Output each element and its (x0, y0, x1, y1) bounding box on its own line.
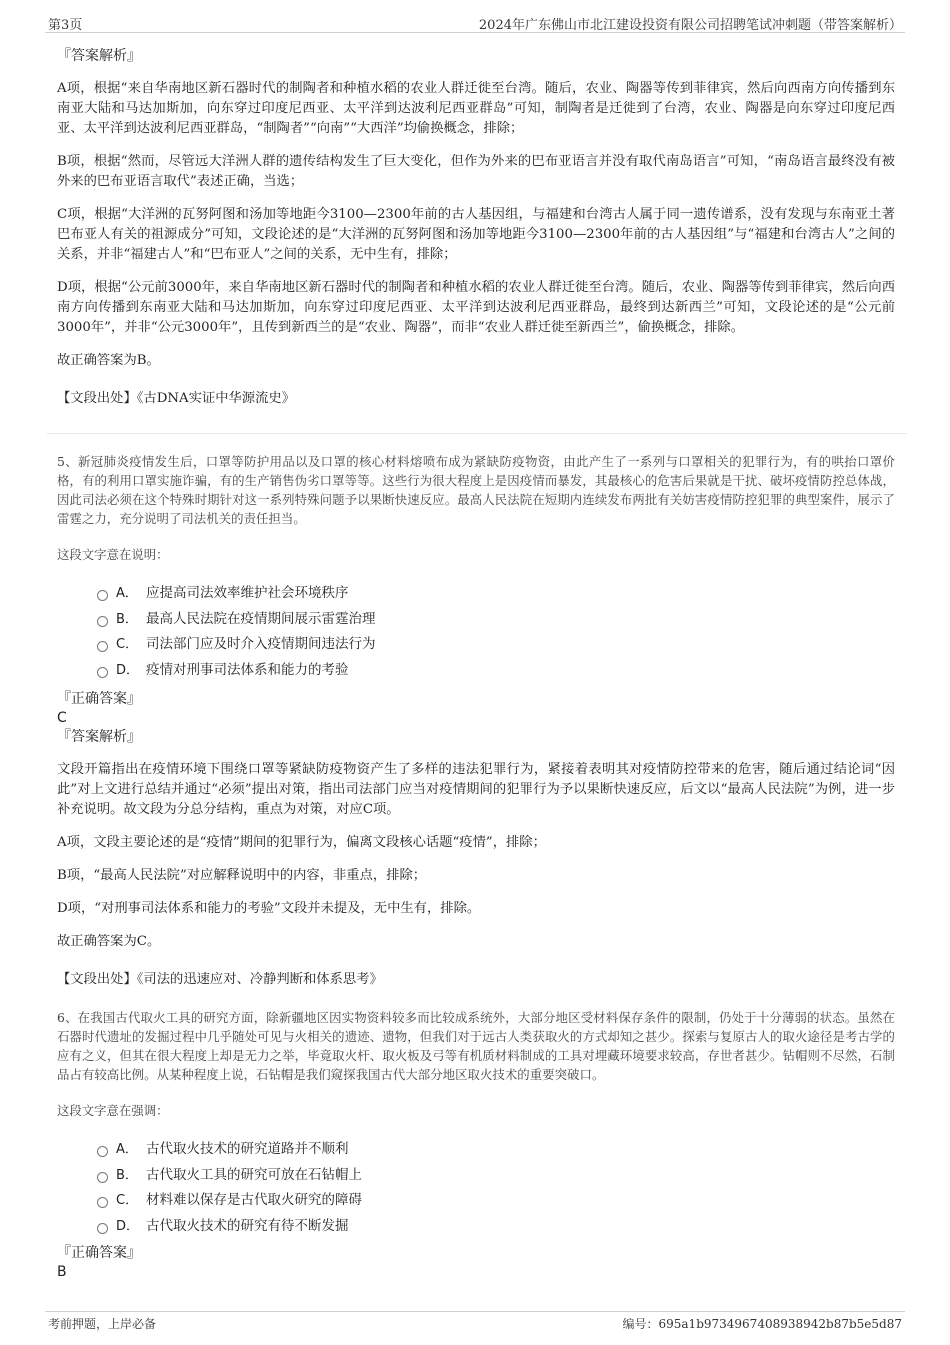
option-a[interactable]: A． 应提高司法效率维护社会环境秩序 (97, 581, 895, 607)
question-5 (57, 452, 895, 990)
source-citation: 【文段出处】《古DNA实证中华源流史》 (57, 391, 295, 406)
option-c[interactable]: C． 司法部门应及时介入疫情期间违法行为 (97, 632, 895, 658)
correct-answer: C (57, 710, 67, 726)
question-prompt: 这段文字意在强调： (57, 1103, 169, 1118)
page-footer (45, 1311, 905, 1336)
option-list (97, 581, 895, 683)
analysis-para: D项，根据“公元前3000年，来自华南地区新石器时代的制陶者和种植水稻的农业人群迁徙至台湾。随后，农业、陶器等传到菲律宾，然后向西南方向传播到东南亚大陆和马达加斯加，向东穿过印度尼西亚、太平洋到达波利尼西亚群岛，最终到达新西兰”可知，文段论述的是“公元前3000年”，并非“公元3000年”，且传到新西兰的是“农业、陶器”，而非“农业人群迁徙至新西兰”，偷换概念，排除。 (57, 280, 895, 335)
analysis-para: A项，根据“来自华南地区新石器时代的制陶者和种植水稻的农业人群迁徙至台湾。随后，农业、陶器等传到菲律宾，然后向西南方向传播到东南亚大陆和马达加斯加，向东穿过印度尼西亚、太平洋到达波利尼西亚群岛”可知，制陶者是迁徙到了台湾，农业、陶器是向东穿过印度尼西亚、太平洋到达波利尼西亚群岛，“制陶者”“向南”“大西洋”均偷换概念，排除； (57, 81, 895, 136)
radio-icon[interactable] (97, 1223, 108, 1234)
option-a[interactable]: A． 古代取火技术的研究道路并不顺利 (97, 1137, 895, 1163)
source-citation: 【文段出处】《司法的迅速应对、冷静判断和体系思考》 (57, 972, 383, 987)
q4-analysis (57, 46, 895, 409)
question-text: 5、新冠肺炎疫情发生后，口罩等防护用品以及口罩的核心材料熔喷布成为紧缺防疫物资，由此产生了一系列与口罩相关的犯罪行为，有的哄抬口罩价格，有的利用口罩实施诈骗，有的生产销售伪劣口罩等等。这些行为很大程度上是因疫情而暴发，其最核心的危害后果就是干扰、破坏疫情防控总体战，因此司法必须在这个特殊时期针对这一系列特殊问题予以果断快速反应。最高人民法院在短期内连续发布两批有关妨害疫情防控犯罪的典型案件，展示了雷霆之力，充分说明了司法机关的责任担当。 (57, 454, 895, 526)
analysis-para: B项，根据“然而，尽管远大洋洲人群的遗传结构发生了巨大变化，但作为外来的巴布亚语言并没有取代南岛语言”可知，“南岛语言最终没有被外来的巴布亚语言取代”表述正确，当选； (57, 154, 895, 189)
question-text: 6、在我国古代取火工具的研究方面，除新疆地区因实物资料较多而比较成系统外，大部分地区受材料保存条件的限制，仍处于十分薄弱的状态。虽然在石器时代遗址的发掘过程中几乎随处可见与火相关的遗迹、遗物，但我们对于远古人类获取火的方式却知之甚少。探索与复原古人的取火途径是考古学的应有之义，但其在很大程度上却是无力之举，毕竟取火杆、取火板及弓等有机质材料制成的工具对埋藏环境要求较高，存世者甚少。钻帽则不尽然，石制品占有较高比例。从某种程度上说，石钻帽是我们窥探我国古代大部分地区取火技术的重要突破口。 (57, 1010, 895, 1082)
correct-answer: B (57, 1264, 67, 1280)
conclusion: 故正确答案为C。 (57, 934, 161, 949)
answer-label: 『正确答案』 (57, 691, 141, 707)
analysis-para: D项，“对刑事司法体系和能力的考验”文段并未提及，无中生有，排除。 (57, 901, 481, 916)
document-title: 2024年广东佛山市北江建设投资有限公司招聘笔试冲刺题（带答案解析） (478, 18, 902, 33)
page-number: 第3页 (48, 18, 83, 33)
option-b[interactable]: B． 古代取火工具的研究可放在石钻帽上 (97, 1163, 895, 1189)
analysis-para: C项，根据“大洋洲的瓦努阿图和汤加等地距今3100—2300年前的古人基因组，与福建和台湾古人属于同一遗传谱系，没有发现与东南亚土著巴布亚人有关的祖源成分”可知，文段论述的是“大洋洲的瓦努阿图和汤加等地距今3100—2300年前的古人基因组”与“福建和台湾古人”之间的关系，并非“福建古人”和“巴布亚人”之间的关系，无中生有，排除； (57, 207, 895, 262)
option-b[interactable]: B． 最高人民法院在疫情期间展示雷霆治理 (97, 607, 895, 633)
document-id: 编号：695a1b9734967408938942b87b5e5d87 (622, 1317, 902, 1331)
conclusion: 故正确答案为B。 (57, 353, 160, 368)
radio-icon[interactable] (97, 616, 108, 627)
footer-slogan: 考前押题，上岸必备 (48, 1317, 157, 1331)
radio-icon[interactable] (97, 1197, 108, 1208)
option-d[interactable]: D． 古代取火技术的研究有待不断发掘 (97, 1214, 895, 1240)
option-list (97, 1137, 895, 1239)
analysis-para: B项，“最高人民法院”对应解释说明中的内容，非重点，排除； (57, 868, 427, 883)
radio-icon[interactable] (97, 590, 108, 601)
question-6 (57, 1008, 895, 1281)
analysis-label: 『答案解析』 (57, 729, 141, 745)
option-d[interactable]: D． 疫情对刑事司法体系和能力的考验 (97, 658, 895, 684)
divider (47, 433, 907, 434)
question-prompt: 这段文字意在说明： (57, 547, 169, 562)
radio-icon[interactable] (97, 667, 108, 678)
page-content (57, 46, 895, 1281)
answer-label: 『正确答案』 (57, 1245, 141, 1261)
radio-icon[interactable] (97, 641, 108, 652)
radio-icon[interactable] (97, 1146, 108, 1157)
page-header (45, 10, 905, 33)
analysis-para: A项，文段主要论述的是“疫情”期间的犯罪行为，偏离文段核心话题“疫情”，排除； (57, 835, 546, 850)
option-c[interactable]: C． 材料难以保存是古代取火研究的障碍 (97, 1188, 895, 1214)
radio-icon[interactable] (97, 1172, 108, 1183)
analysis-para: 文段开篇指出在疫情环境下围绕口罩等紧缺防疫物资产生了多样的违法犯罪行为，紧接着表明其对疫情防控带来的危害，随后通过结论词“因此”对上文进行总结并通过“必须”提出对策，指出司法部门应当对疫情期间的犯罪行为予以果断快速反应，后文以“最高人民法院”为例，进一步补充说明。故文段为分总分结构，重点为对策，对应C项。 (57, 762, 895, 817)
analysis-label: 『答案解析』 (57, 48, 141, 64)
